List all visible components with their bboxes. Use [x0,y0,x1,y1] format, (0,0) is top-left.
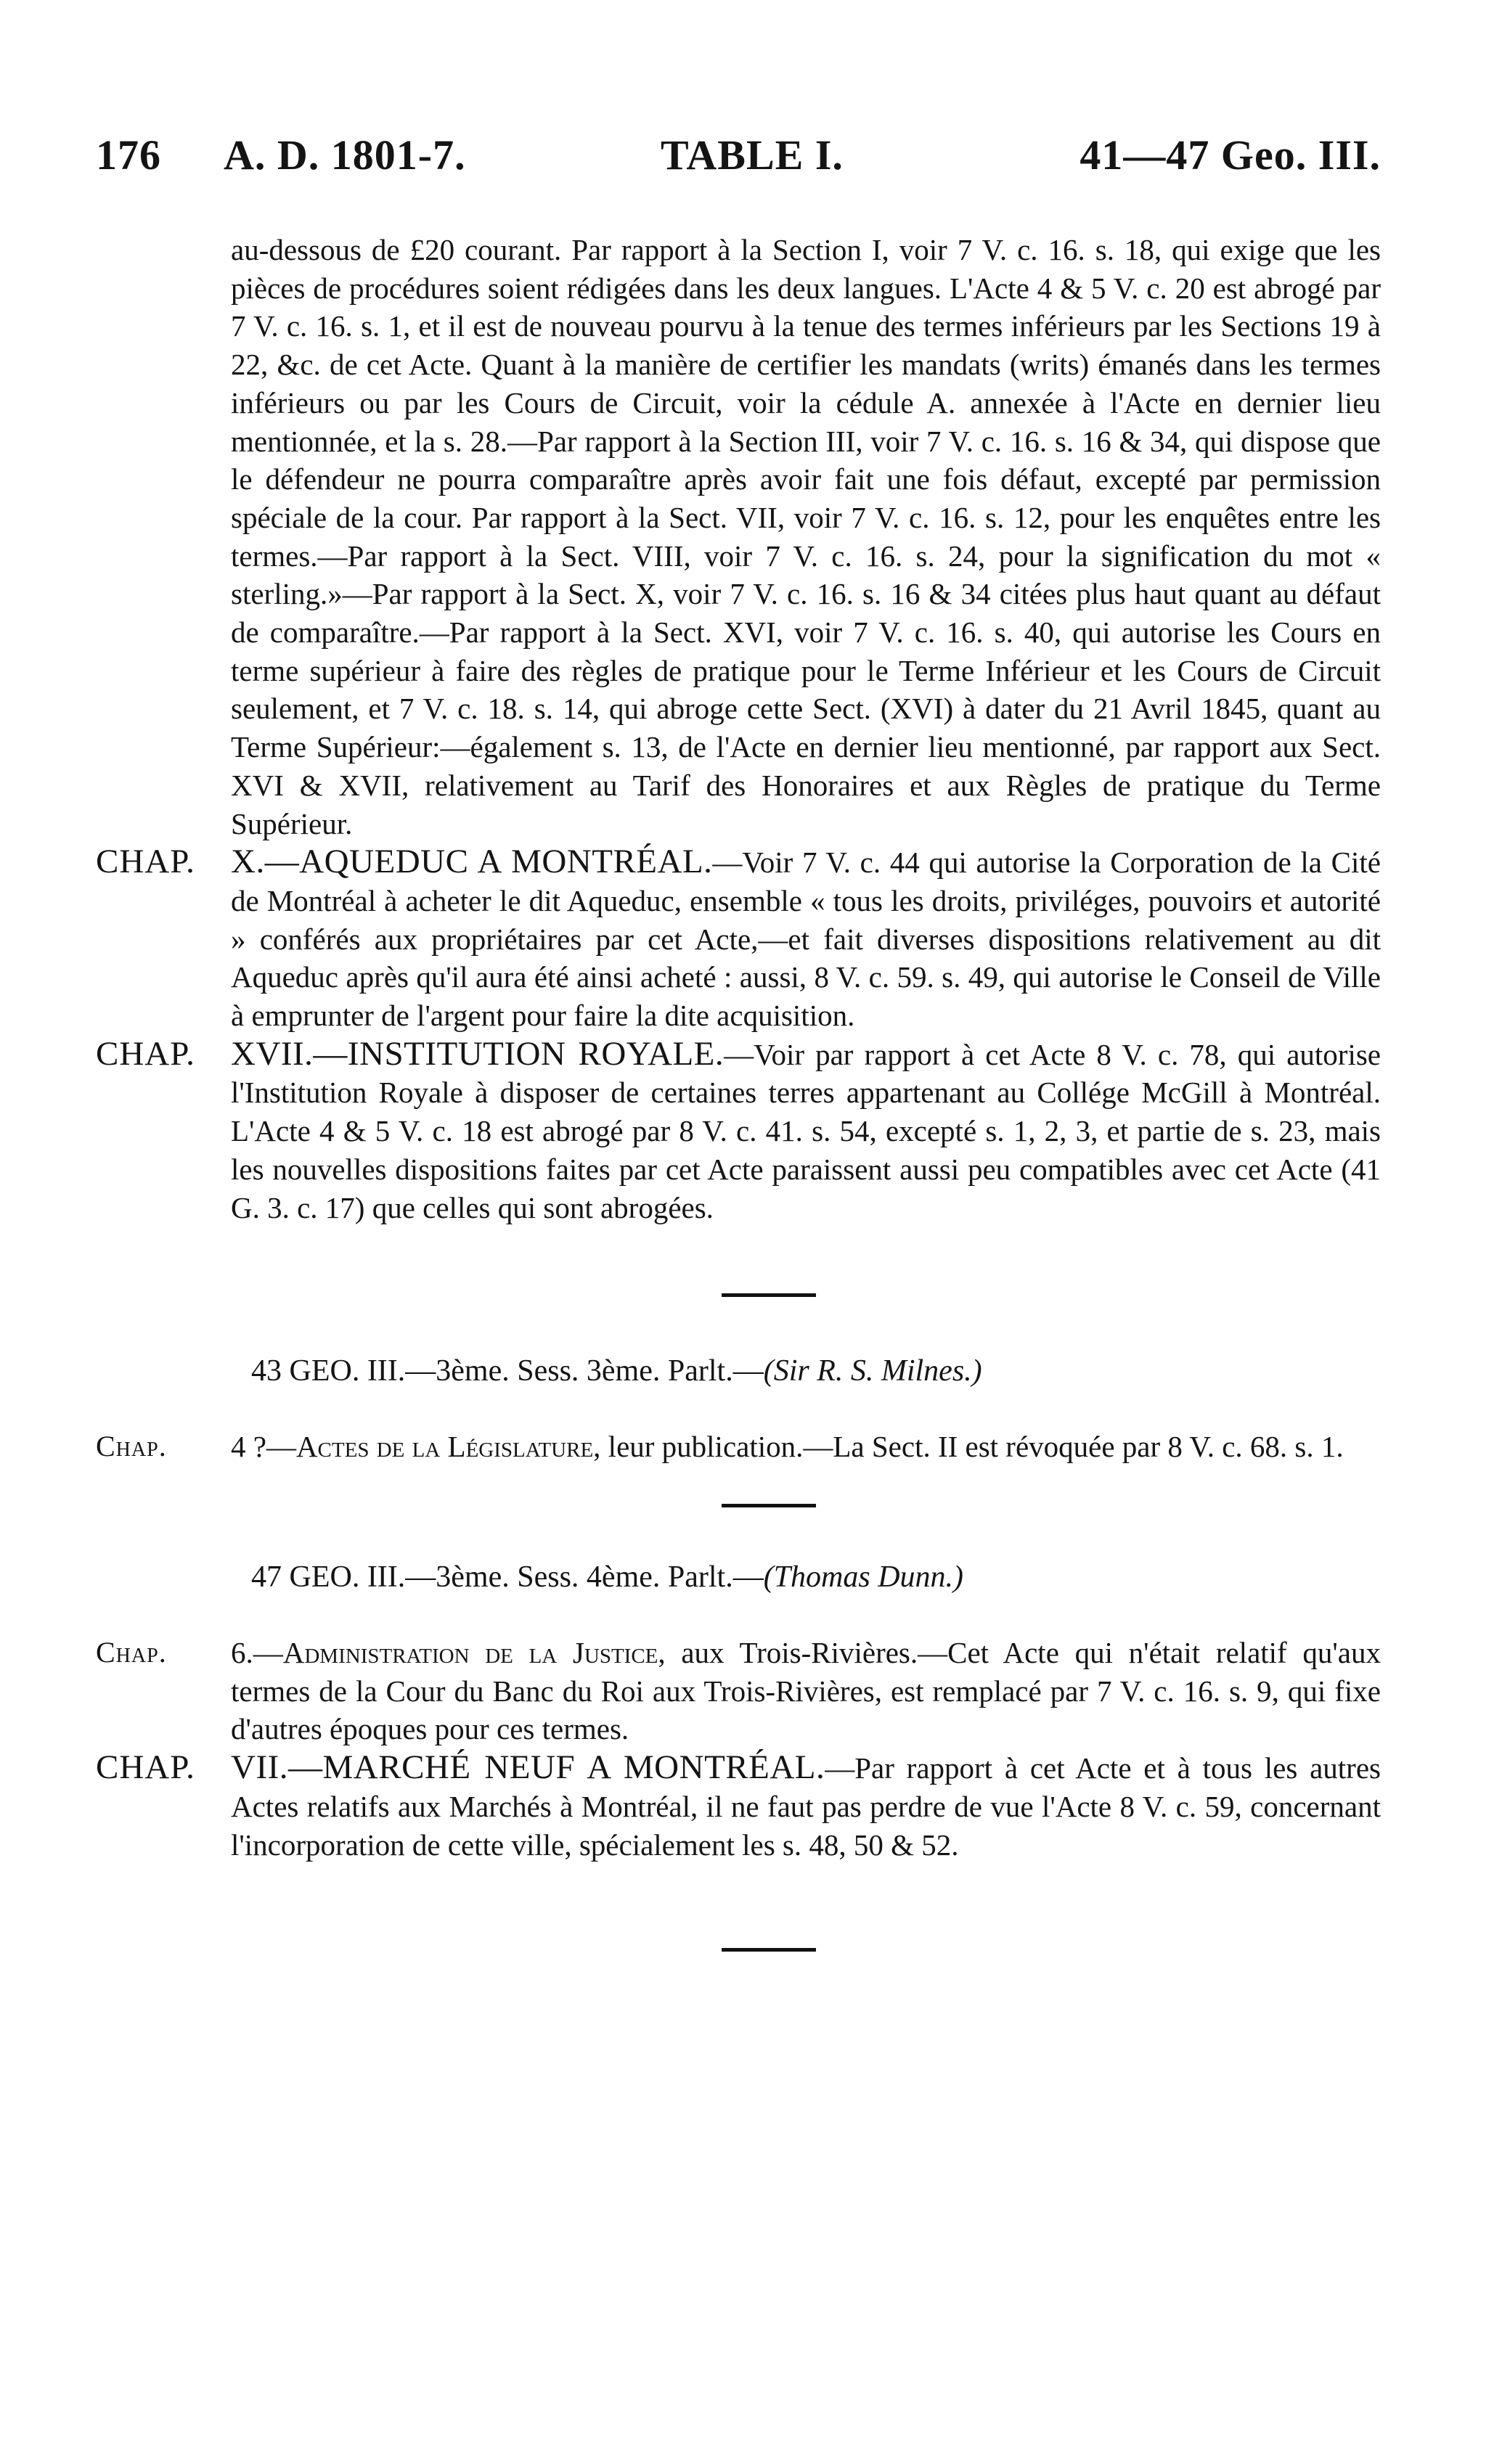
session-governor: (Thomas Dunn.) [763,1560,964,1594]
entry-text: —Voir 7 V. c. 44 qui autorise la Corporation de la Cité de Montréal à acheter le dit Aqueduc, ensemble « tous les droits, priviléges, pouvoirs et autorité » conférés aux propriétaires par cet Acte,—et fait diverses dispositions relativement au dit Aqueduc après qu'il aura été ainsi acheté : aussi, 8 V. c. 59. s. 49, qui autorise le Conseil de Ville à emprunter de l'argent pour faire la dite acquisition. [231,846,1382,1033]
entry-text: aux Trois-Rivières.—Cet Acte qui n'était relatif qu'aux termes de la Cour du Banc du Roi aux Trois-Rivières, est remplacé par 7 V. c. 16. s. 9, qui fixe d'autres époques pour ces termes. [231,1635,1381,1746]
entry-chap-x [96,843,1381,1035]
entry-lead: Chap. [96,1430,167,1463]
entry-title: 6.—Administration de la Justice, [231,1635,666,1669]
entry-chap-4 [96,1428,1381,1466]
continuation-paragraph [96,231,1381,843]
section-divider [722,1504,816,1507]
entry-lead: Chap. [96,1635,167,1669]
entry-text: leur publication.—La Sect. II est révoquée par 8 V. c. 68. s. 1. [600,1430,1344,1464]
session-heading-text: 47 GEO. III.—3ème. Sess. 4ème. Parlt.— [251,1560,764,1594]
section-divider [722,1948,816,1952]
entry-text: —Voir par rapport à cet Acte 8 V. c. 78, qui autorise l'Institution Royale à disposer de certaines terres appartenant au Collége McGill à Montréal. L'Acte 4 & 5 V. c. 18 est abrogé par 8 V. c. 41. s. 54, excepté s. 1, 2, 3, et partie de s. 23, mais les nouvelles dispositions faites par cet Acte paraissent aussi peu compatibles avec cet Acte (41 G. 3. c. 17) que celles qui sont abrogées. [231,1037,1381,1224]
page-number: 176 [96,131,161,179]
header-table-title: TABLE I. [661,131,844,179]
entry-title: X.—AQUEDUC A MONTRÉAL. [231,843,713,881]
entry-title: XVII.—INSTITUTION ROYALE. [231,1034,725,1073]
continuation-text: au-dessous de £20 courant. Par rapport à la Section I, voir 7 V. c. 16. s. 18, qui exige que les pièces de procédures soient rédigées dans les deux langues. L'Acte 4 & 5 V. c. 20 est abrogé par 7 V. c. 16. s. 1, et il est de nouveau pourvu à la tenue des termes inférieurs par les Sections 19 à 22, &c. de cet Acte. Quant à la manière de certifier les mandats (writs) émanés dans les termes inférieurs ou par les Cours de Circuit, voir la cédule A. annexée à l'Acte en dernier lieu mentionnée, et la s. 28.—Par rapport à la Section III, voir 7 V. c. 16. s. 16 & 34, qui dispose que le défendeur ne pourra comparaître après avoir fait une fois défaut, excepté par permission spéciale de la cour. Par rapport à la Sect. VII, voir 7 V. c. 16. s. 12, pour les enquêtes entre les termes.—Par rapport à la Sect. VIII, voir 7 V. c. 16. s. 24, pour la signification du mot « sterling.»—Par rapport à la Sect. X, voir 7 V. c. 16. s. 16 & 34 citées plus haut quant au défaut de comparaître.—Par rapport à la Sect. XVI, voir 7 V. c. 16. s. 40, qui autorise les Cours en terme supérieur à faire des règles de pratique pour le Terme Inférieur et les Cours de Circuit seulement, et 7 V. c. 18. s. 14, qui abroge cette Sect. (XVI) à dater du 21 Avril 1845, quant au Terme Supérieur:—également s. 13, de l'Acte en dernier lieu mentionné, par rapport aux Sect. XVI & XVII, relativement au Tarif des Honoraires et aux Règles de pratique du Terme Supérieur. [231,233,1381,840]
entry-lead: CHAP. [96,1034,195,1073]
session-heading-text: 43 GEO. III.—3ème. Sess. 3ème. Parlt.— [251,1354,764,1388]
entry-lead: CHAP. [96,843,195,881]
entry-chap-6 [96,1634,1381,1748]
entry-title: 4 ?—Actes de la Législature, [231,1430,601,1464]
entry-chap-vii [96,1748,1381,1864]
entry-chap-xvii [96,1035,1381,1227]
session-governor: (Sir R. S. Milnes.) [763,1354,982,1388]
entry-text: —Par rapport à cet Acte et à tous les autres Actes relatifs aux Marchés à Montréal, il ne faut pas perdre de vue l'Acte 8 V. c. 59, concernant l'incorporation de cette ville, spécialement les s. 48, 50 & 52. [231,1751,1381,1862]
running-header [96,131,1381,196]
entry-title: VII.—MARCHÉ NEUF A MONTRÉAL. [231,1748,825,1787]
table-body [96,231,1381,1952]
section-divider [722,1293,816,1297]
session-heading-43-geo-iii [251,1352,1381,1390]
entry-lead: CHAP. [96,1748,195,1787]
session-heading-47-geo-iii [251,1558,1381,1596]
header-reign-range: 41—47 Geo. III. [1080,131,1381,179]
header-years: A. D. 1801-7. [224,131,466,179]
